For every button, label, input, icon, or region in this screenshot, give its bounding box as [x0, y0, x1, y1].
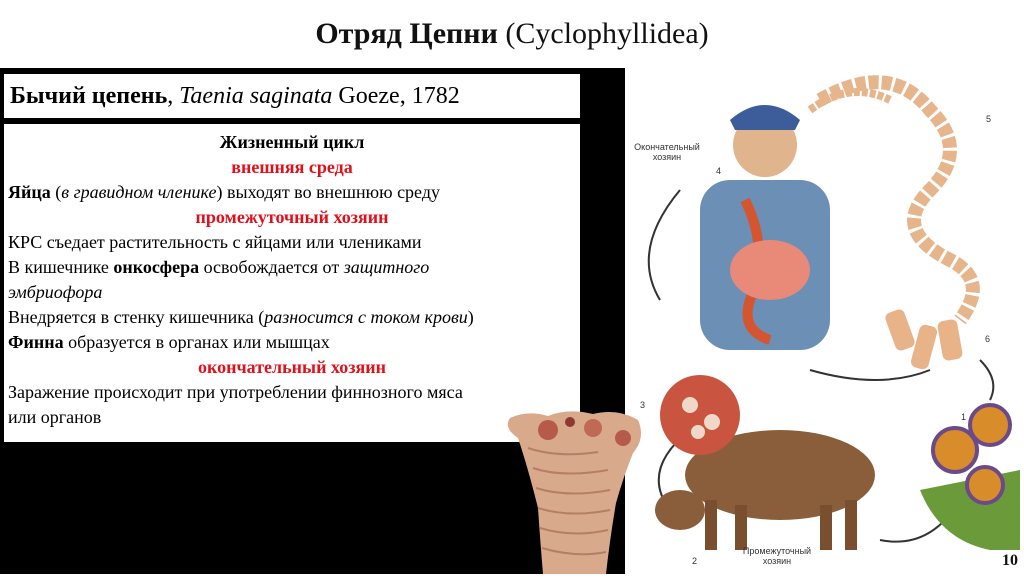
finna-rest: образуется в органах или мышцах: [63, 332, 330, 352]
intestine-mid: освобождается от: [199, 257, 344, 277]
embryophore-line: эмбриофора: [8, 282, 103, 302]
wall-pre: Внедряется в стенку кишечника (: [8, 307, 265, 327]
intestine-line: [8, 255, 576, 280]
species-name-latin: Taenia saginata: [179, 83, 333, 109]
scolex-photo: [498, 408, 648, 574]
definitive-heading: окончательный хозяин: [198, 357, 386, 377]
definitive-host-label: Окончательный хозяин: [634, 142, 700, 162]
finna-term: Финна: [8, 332, 64, 352]
wall-post: ): [467, 307, 474, 327]
slide-title: [0, 0, 1024, 68]
intermediate-heading: промежуточный хозяин: [195, 207, 389, 227]
species-name-ru: Бычий цепень: [10, 83, 168, 109]
env-heading: внешняя среда: [231, 157, 353, 177]
wall-italic: разносится с током крови: [264, 307, 468, 327]
intestine-italic: защитного: [343, 257, 430, 277]
slide-title-rest: (Cyclophyllidea): [497, 17, 709, 50]
species-sep: ,: [167, 83, 180, 109]
eggs-rest: ) выходят во внешнюю среду: [216, 182, 440, 202]
wall-line: [8, 305, 576, 330]
stage-number-1: 1: [961, 412, 967, 422]
life-cycle-heading: Жизненный цикл: [219, 132, 365, 152]
life-cycle-illustration: [630, 70, 1024, 574]
page-number: 10: [1002, 552, 1018, 569]
eggs-paren: (: [50, 182, 62, 202]
stage-number-4: 4: [716, 166, 722, 176]
species-heading: [4, 74, 580, 118]
eggs-term: Яйца: [8, 182, 51, 202]
stage-number-6: 6: [985, 334, 991, 344]
infection-line-2: или органов: [8, 407, 102, 427]
eggs-italic: в гравидном членике: [61, 182, 217, 202]
finna-line: [8, 330, 576, 355]
slide-title-bold: Отряд Цепни: [315, 17, 498, 50]
species-author: Goeze, 1782: [332, 83, 460, 109]
stage-number-2: 2: [692, 556, 698, 566]
cattle-line: КРС съедает растительность с яйцами или члениками: [8, 232, 422, 252]
life-cycle-text: [4, 124, 580, 442]
intestine-pre: В кишечнике: [8, 257, 114, 277]
oncosphere-term: онкосфера: [113, 257, 200, 277]
intermediate-host-label: Промежуточный хозяин: [742, 546, 812, 566]
proglottids: [884, 308, 964, 371]
eggs-line: [8, 180, 576, 205]
stage-number-5: 5: [986, 114, 992, 124]
infection-line-1: Заражение происходит при употреблении финнозного мяса: [8, 382, 463, 402]
stage-number-3: 3: [640, 400, 646, 410]
